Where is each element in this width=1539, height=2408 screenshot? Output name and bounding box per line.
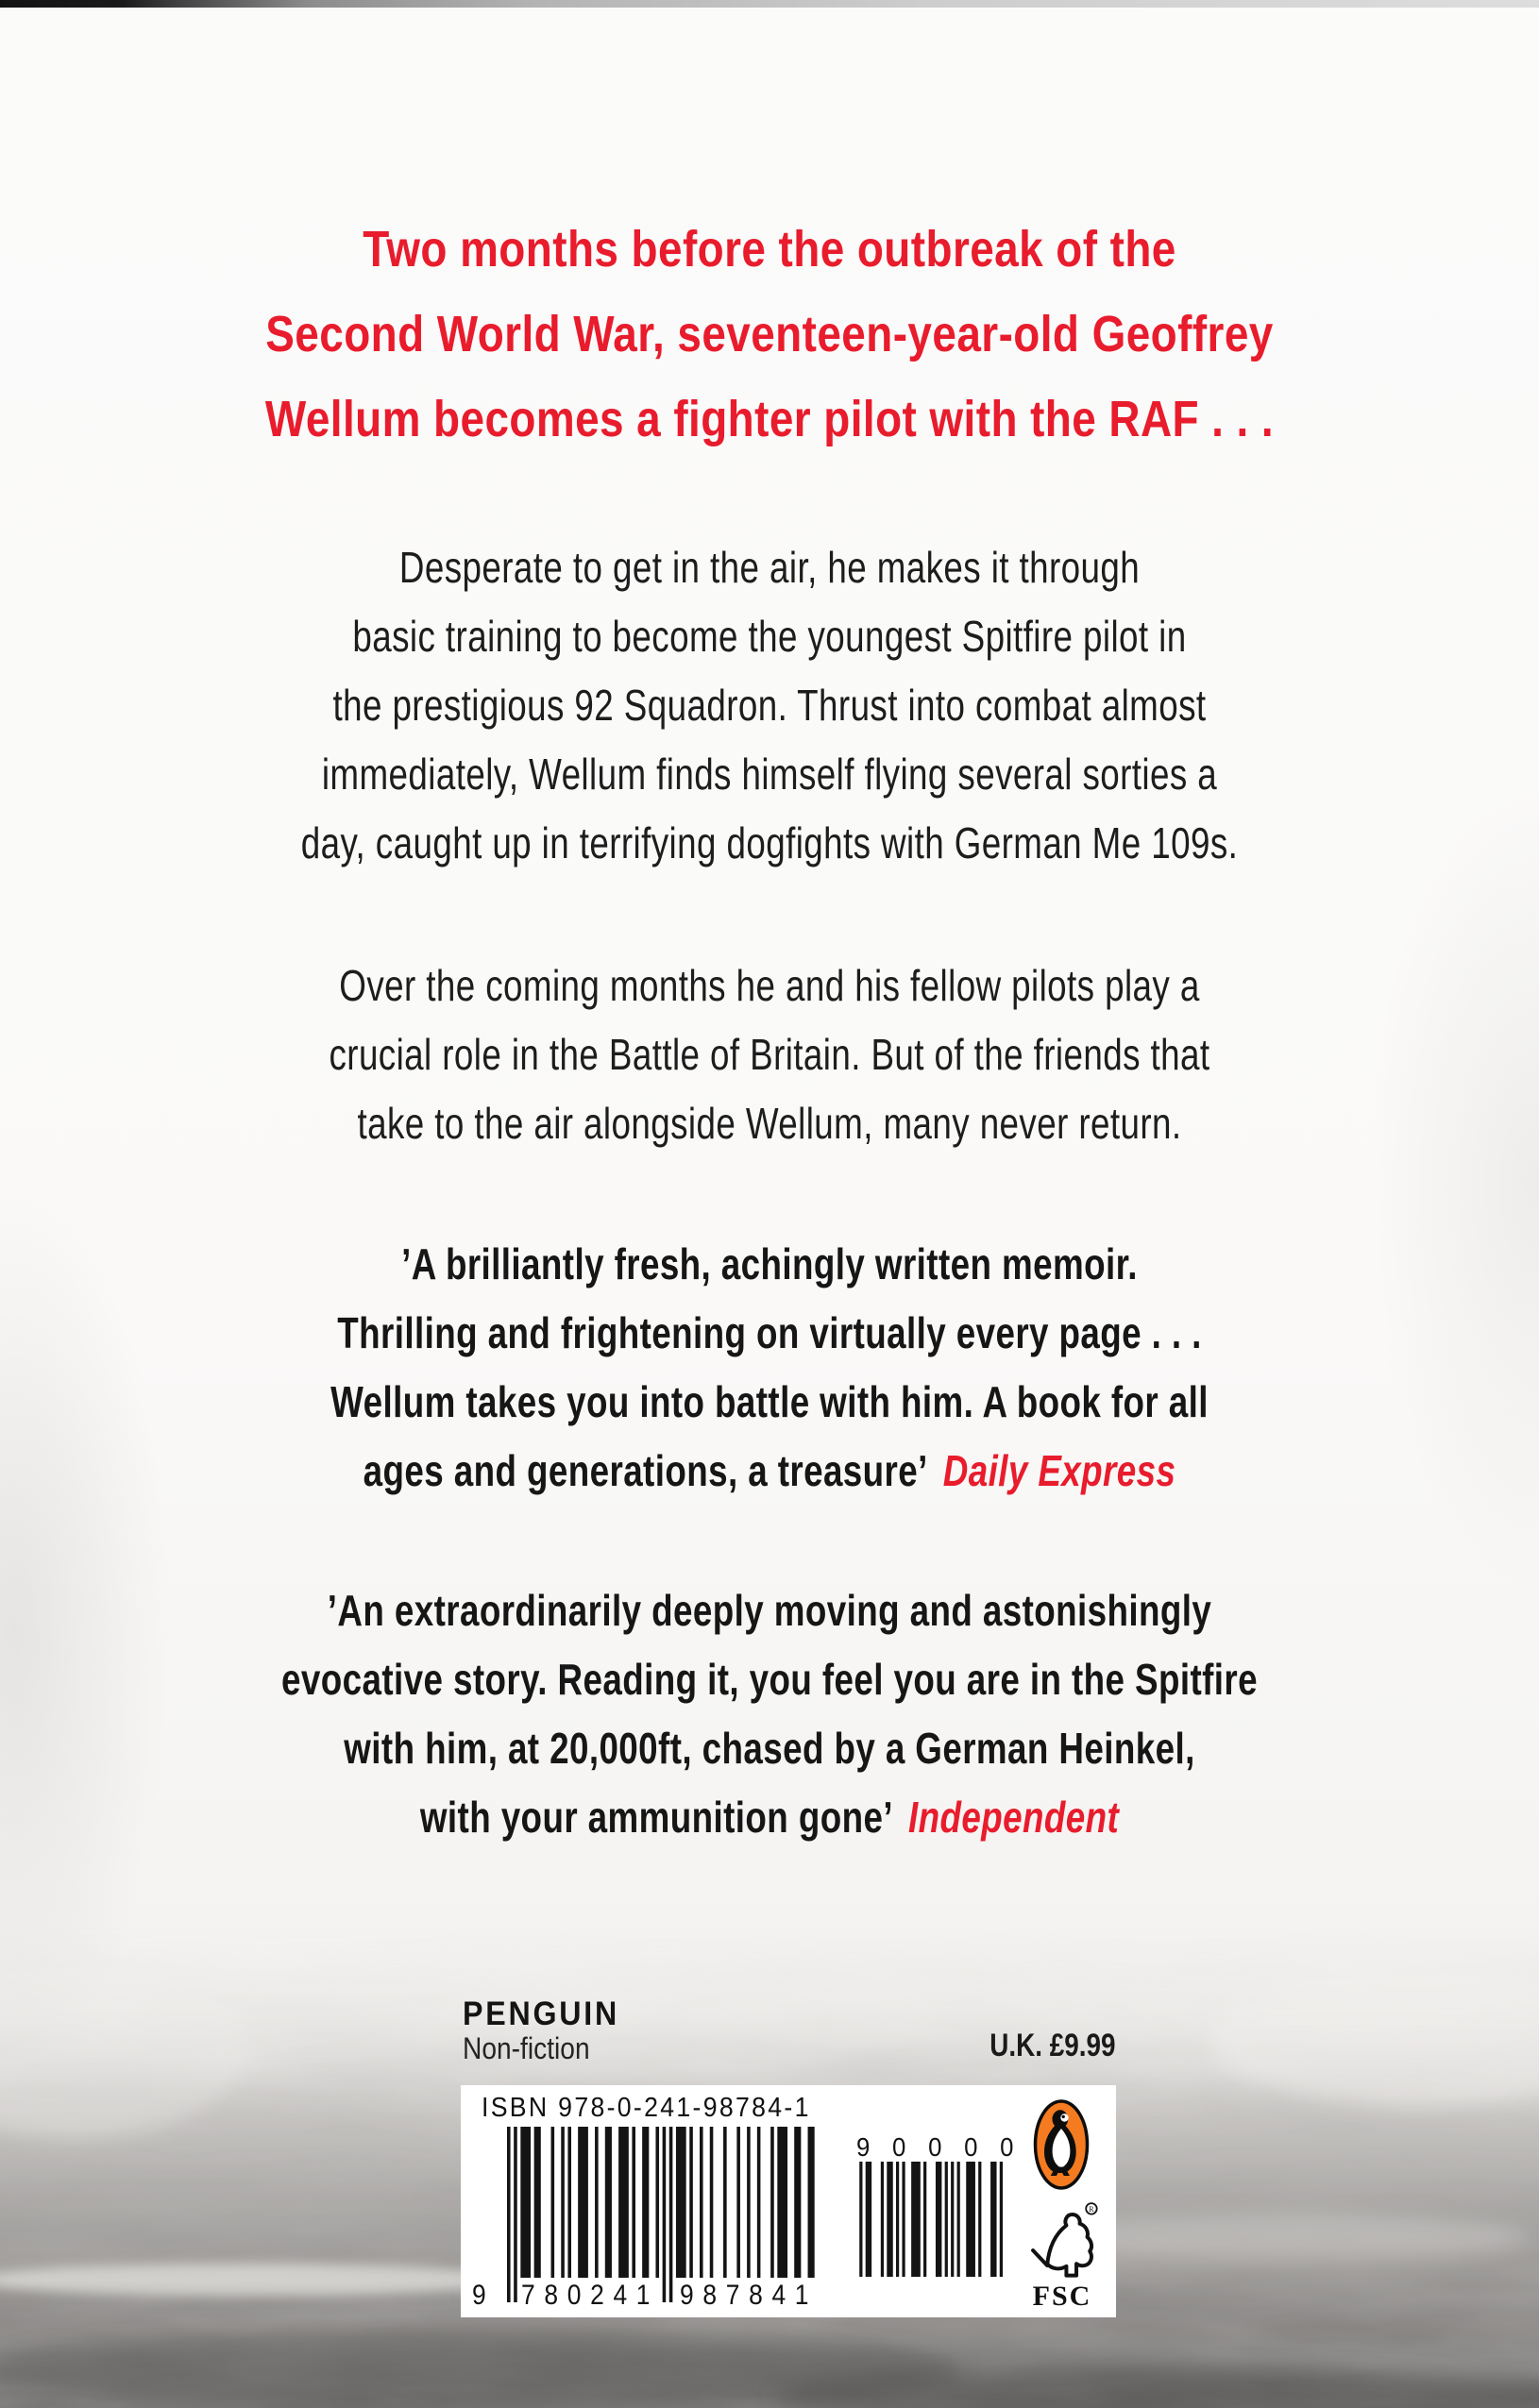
blurb-paragraph-2 bbox=[154, 951, 1385, 1158]
penguin-logo-icon bbox=[1032, 2097, 1091, 2192]
publisher-name: PENGUIN bbox=[463, 1995, 620, 2032]
quote-text: with your ammunition gone’ bbox=[419, 1793, 893, 1842]
quote-line bbox=[154, 1437, 1385, 1506]
supplement-digits: 9 0 0 0 0 bbox=[856, 2132, 1022, 2162]
price-label: U.K. £9.99 bbox=[989, 2028, 1116, 2063]
blurb-line: basic training to become the youngest Spitfire pilot in bbox=[352, 612, 1187, 661]
fsc-mark bbox=[1020, 2200, 1105, 2313]
blurb-line: immediately, Wellum finds himself flying several sorties a bbox=[321, 749, 1218, 799]
quote-text: ages and generations, a treasure’ bbox=[363, 1446, 928, 1495]
quote-line: ’A brilliantly fresh, achingly written memoir. bbox=[401, 1239, 1138, 1288]
review-quote-daily-express bbox=[154, 1230, 1385, 1506]
cloud-haze-right bbox=[1369, 783, 1539, 1586]
quote-source: Daily Express bbox=[942, 1446, 1176, 1495]
barcode-digit-group: 987841 bbox=[680, 2280, 819, 2311]
quote-line: with him, at 20,000ft, chased by a German Heinkel, bbox=[344, 1724, 1195, 1773]
headline-line: Two months before the outbreak of the bbox=[363, 221, 1176, 278]
quote-source: Independent bbox=[907, 1793, 1120, 1842]
quote-line bbox=[154, 1783, 1385, 1852]
headline-line: Wellum becomes a fighter pilot with the RAF . . . bbox=[264, 391, 1275, 447]
blurb-line: crucial role in the Battle of Britain. But of the friends that bbox=[329, 1030, 1210, 1079]
barcode-panel bbox=[461, 2085, 1116, 2317]
blurb-paragraph-1 bbox=[154, 533, 1385, 878]
blurb-line: day, caught up in terrifying dogfights with German Me 109s. bbox=[300, 818, 1239, 867]
blurb-line: take to the air alongside Wellum, many never return. bbox=[357, 1099, 1182, 1148]
barcode-digit-group: 9 bbox=[472, 2280, 486, 2311]
review-quote-independent bbox=[154, 1576, 1385, 1852]
isbn-label: ISBN 978-0-241-98784-1 bbox=[482, 2093, 811, 2123]
headline bbox=[115, 207, 1424, 462]
fsc-icon bbox=[1020, 2200, 1105, 2280]
ean13-barcode bbox=[507, 2127, 828, 2302]
publisher-category: Non-fiction bbox=[463, 2031, 590, 2065]
fsc-label: FSC bbox=[1032, 2281, 1092, 2312]
quote-line: Thrilling and frightening on virtually every page . . . bbox=[337, 1308, 1202, 1357]
supplement-barcode bbox=[856, 2162, 1003, 2277]
blurb-line: the prestigious 92 Squadron. Thrust into combat almost bbox=[332, 681, 1207, 730]
book-top-edge bbox=[0, 0, 1539, 8]
quote-line: evocative story. Reading it, you feel you are in the Spitfire bbox=[281, 1655, 1258, 1704]
barcode-digit-group: 780241 bbox=[521, 2280, 660, 2311]
blurb-line: Over the coming months he and his fellow pilots play a bbox=[339, 961, 1200, 1010]
headline-line: Second World War, seventeen-year-old Geoffrey bbox=[265, 306, 1274, 362]
quote-line: ’An extraordinarily deeply moving and astonishingly bbox=[327, 1586, 1212, 1635]
blurb-line: Desperate to get in the air, he makes it through bbox=[398, 543, 1141, 592]
quote-line: Wellum takes you into battle with him. A book for all bbox=[330, 1377, 1209, 1426]
svg-text:R: R bbox=[1089, 2205, 1094, 2214]
